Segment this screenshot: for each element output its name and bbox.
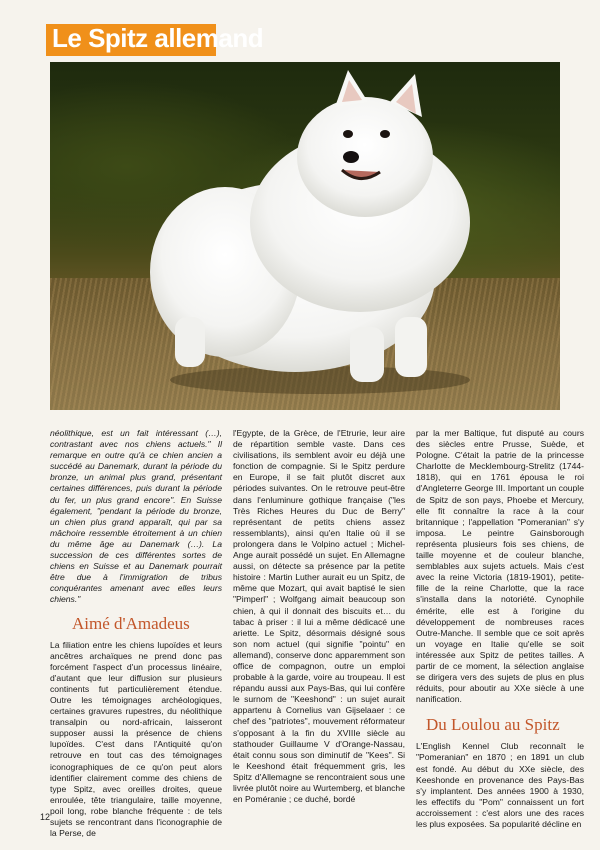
body-paragraph: par la mer Baltique, fut disputé au cours des siècles entre Prusse, Suède, et Pologne. C'était la patrie de la princesse Charlotte de Mecklembourg-Strelitz (1744-1818), qui en 1761 épousa le roi d'Angleterre George III. Important un couple de Spitz de son pays, Phoebe et Mercury, elle fit connaître la race à la cour britannique ; l'appellation "Pomeranian" s'y imposa. Le peintre Gainsborough représenta plusieurs fois ses chiens, de taille moyenne et de couleur blanche, semblables aux sujets actuels. Mais c'est avec la reine Victoria (1819-1901), petite-fille de la reine Charlotte, que la race s'installa dans la notoriété. Cynophile émérite, elle est à l'origine du développement de nombreuses races Outre-Manche. Il semble que ce soit après un voyage en Italie qu'elle se soit intéressée aux Spitz de petites tailles. A partir de ce moment, la sélection anglaise se dirigera vers des sujets de plus en plus réduits, pour aboutir au XXe siècle à une nanification.: [416, 428, 584, 705]
body-paragraph: La filiation entre les chiens lupoïdes et leurs ancêtres archaïques ne prend donc pas forcément l'aspect d'un processus linéaire, d'autant que leur diffusion sur plusieurs continents fut particulièrement étendue. Outre les témoignages archéologiques, certaines gravures rupestres, du néolithique transalpin ou nord-africain, laisseront supposer aussi la présence de chiens lupoïdes. C'est dans l'Antiquité qu'on retrouve en tout cas des témoignages iconographiques de ce qu'on peut alors identifier clairement comme des chiens de type Spitz, avec oreilles droites, queue enroulée, tête triangulaire, taille moyenne, poil long, robe blanche fréquente : de tels sujets se rencontrant dans l'iconographie de la Perse, de: [50, 639, 222, 839]
body-paragraph-2: L'English Kennel Club reconnaît le "Pomeranian" en 1870 ; en 1891 un club est fondé. Au début du XXe siècle, des Keeshonde en provenance des Pays-Bas s'y implantent. Des années 1900 à 1930, les effectifs du "Pom" connaissent un fort accroissement : c'est alors une des races les plus exposées. Sa popularité décline en: [416, 741, 584, 829]
spitz-photo: [50, 62, 560, 410]
text-column-1: [50, 428, 222, 839]
white-spitz-dog-icon: [50, 62, 560, 410]
page-number: 12: [40, 812, 51, 822]
text-column-2: [233, 428, 405, 805]
subhead-du-loulou-au-spitz: Du Loulou au Spitz: [426, 715, 560, 735]
intro-quote: néolithique, est un fait intéressant (…), contrastant avec nos chiens actuels." Il remarque en outre qu'à ce chien ancien a succédé au Danemark, durant la période du bronze, un animal plus grand, présentant certaines différences, puis durant la période du fer, un plus grand encore". En Suisse également, "pendant la période du bronze, un chien plus grand apparaît, qui par sa mâchoire ressemble étroitement à un chien du même âge au Danemark (…). La succession de ces différentes sortes de chiens en Suisse et au Danemark pourrait être due à l'immigration de tribus conquérantes amenant avec elles leurs chiens.": [50, 428, 222, 605]
subhead-aime-damadeus: Aimé d'Amadeus: [72, 613, 190, 633]
body-paragraph: l'Egypte, de la Grèce, de l'Etrurie, leur aire de répartition semble vaste. Dans ces civilisations, ils semblent avoir eu déjà une fonction de compagnie. Si le Spitz perdure en Europe, il se fait plutôt discret aux périodes suivantes. On le retrouve peut-être dans l'enluminure gothique française ("les Très Riches Heures du Duc de Berry" représentant de petits chiens assez ressemblants), ainsi qu'en Italie où il se prolongera dans le Volpino actuel ; Michel-Ange aurait possédé un sujet. En Allemagne aussi, on détecte sa présence par la petite histoire : Martin Luther aurait eu un Spitz, de même que Mozart, qui avait baptisé le sien "Pimperl" ; Wolfgang aimait beaucoup son chien, à qui il donnait des biscuits et… du tabac à priser : il lui a même dédicacé une ariette. Le Spitz, désormais désigné sous son nom actuel (qui signifie "pointu" en allemand), conserve donc apparemment son office de compagnon, outre un emploi probable à la garde, voire au troupeau. Il est répandu aussi aux Pays-Bas, qui lui confère le surnom de "Keeshond" : un sujet aurait appartenu à Cornelius van Gijselaaer : ce chef des "patriotes", mouvement réformateur s'opposant à la fin du XVIIIe siècle au stathouder Guillaume V d'Orange-Nassau, était connu sous son diminutif de "Kees". Si le Keeshond était fréquemment gris, les Spitz d'Allemagne se rencontraient sous une livrée plutôt noire au Wurtemberg, et blanche en Poméranie ; ce duché, bordé: [233, 428, 405, 805]
text-column-3: [416, 428, 584, 830]
page-title: Le Spitz allemand: [52, 23, 264, 53]
